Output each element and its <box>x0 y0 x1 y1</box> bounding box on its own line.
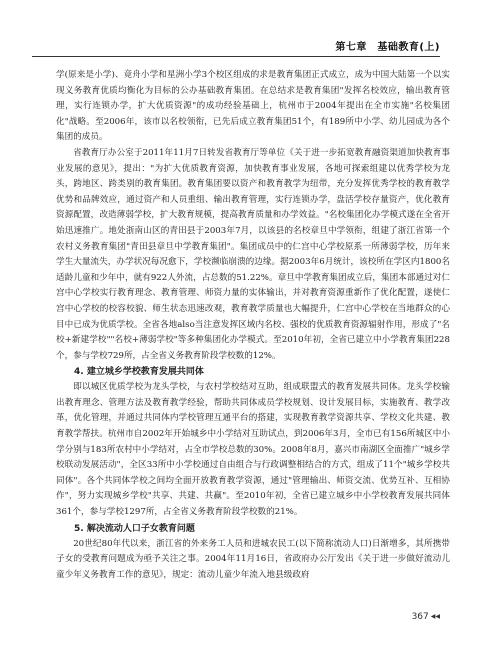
page-number <box>412 612 440 622</box>
running-header <box>32 40 440 57</box>
paragraph-group-schooling: 省教育厅办公室于2011年11月7日转发省教育厅等单位《关于进一步拓宽教育融资渠道加快教育事业发展的意见》，提出："为扩大优质教育资源，加快教育事业发展，各地可探索组建以优秀学校为龙头，跨地区、跨类别的教育集团。教育集团要以资产和教育教学为纽带，充分发挥优秀学校的教育教学优势和品牌效应，通过资产和人员重组、输出教育管理，实行连锁办学，盘活学校存量资产，优化教育资源配置，改造薄弱学校，扩大教育规模，提高教育质量和办学效益。"名校集团化办学模式遂在全省开始迅速推广。地处浙南山区的青田县于2003年7月，以该县的名校章旦中学领衔，组建了浙江省第一个农村义务教育集团"青田县章旦中学教育集团"。集团成员中的仁宫中心学校原系一所薄弱学校，历年来学生大量流失，办学状况每况愈下，学校濒临崩溃的边缘。据2003年6月统计，该校所在学区内1800名适龄儿童和少年中，就有922人外流，占总数的51.22%。章旦中学教育集团成立后，集团本部通过对仁宫中心学校实行教育理念、教育管理、师资力量的实体输出，并对教育资源重新作了优化配置，遂使仁宫中心学校的校容校貌、师生状态迅速改观，教育教学质量也大幅提升，仁宫中心学校在当地群众的心目中已成为优质学校。全省各地also当注意发挥区域内名校、强校的优质教育资源辐射作用，形成了"名校+新建学校""名校+薄弱学校"等多种集团化办学模式。至2010年初，全省已建立中小学教育集团228个，参与学校729所，占全省义务教育阶段学校数的12%。 <box>56 147 450 361</box>
section-heading-4: 4. 建立城乡学校教育发展共同体 <box>74 367 204 378</box>
paragraph-urban-rural-community: 即以城区优质学校为龙头学校，与农村学校结对互助，组成联盟式的教育发展共同体。龙头学校输出教育理念、管理方法及教育教学经验，帮助共同体成员学校规划、设计发展目标，实施教育、教学改革，优化管理，并通过共同体内学校管理互通平台的搭建，实现教育教学资源共享、学校文化共建、教育教学帮扶。杭州市自2002年开始城乡中小学结对互助试点，到2006年3月，全市已有156所城区中小学分别与183所农村中小学结对，占全市学校总数的30%。2008年8月，嘉兴市南湖区全面推广"城乡学校联动发展活动"，全区33所中小学校通过自由组合与行政调整相结合的方式，组成了11个"城乡学校共同体"。各个共同体学校之间均全面开放教育教学资源，通过"管理输出、师资交流、优势互补、互相协作"，努力实现城乡学校"共享、共建、共赢"。至2010年初，全省已建立城乡中小学校教育发展共同体361个，参与学校1297所，占全省义务教育阶段学校数的21%。 <box>56 382 450 518</box>
paragraph-continuation: 学(原来是小学)、竟舟小学和星洲小学3个校区组成的求是教育集团正式成立，成为中国大陆第一个以实现义务教育优质均衡化为目标的公办基础教育集团。在总结求是教育集团"发挥名校效应，输出教育管理，实行连锁办学，扩大优质资源"的成功经验基础上，杭州市于2004年提出在全市实施"名校集团化"战略。至2006年，该市以名校领衔，已先后成立教育集团51个，有189所中小学、幼儿园成为各个集团的成员。 <box>56 70 450 143</box>
page-body <box>56 68 450 583</box>
paragraph-migrant-children: 20世纪80年代以来，浙江省的外来务工人员和进城农民工(以下简称流动人口)日渐增多，其所携带子女的受教育问题成为亟予关注之事。2004年11月16日，省政府办公厅发出《关于进一步做好流动儿童少年义务教育工作的意见》，规定：流动儿童少年流入地县级政府 <box>56 538 450 580</box>
page-number-value: 367 <box>411 612 429 622</box>
chapter-title: 第七章 基础教育(上) <box>335 42 440 53</box>
page-marker-icon: ◀◀ <box>430 613 440 620</box>
section-heading-5: 5. 解决流动人口子女教育问题 <box>74 523 195 534</box>
